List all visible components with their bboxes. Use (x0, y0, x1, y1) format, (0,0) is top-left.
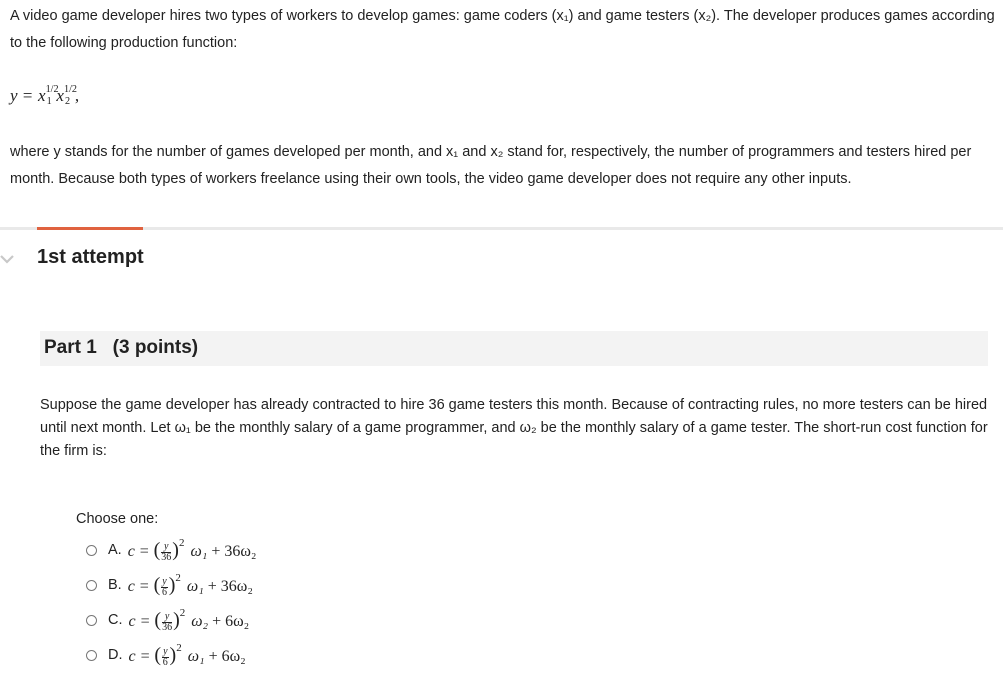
problem-intro (10, 3, 995, 57)
chevron-down-icon[interactable] (0, 252, 14, 266)
production-function: $y = x^{1/2}_1$ $x^{1/2}_2$ , (10, 84, 80, 107)
radio-unchecked-icon[interactable] (86, 580, 97, 591)
option-a[interactable]: A. c = ( $\frac{y}{36}$ )$^2$ ω₁ + 36ω₂ (86, 538, 256, 562)
radio-unchecked-icon[interactable] (86, 615, 97, 626)
attempt-divider (0, 227, 1003, 230)
option-d[interactable]: D. c = ( $\frac{y}{6}$ )$^2$ ω₁ + 6ω₂ (86, 643, 246, 667)
intro-paragraph-2: where y stands for the number of games developed per month, and x₁ and x₂ stand for, respectively, the number of programmers and testers hired per month. Because both types of workers freelance using their own tools, the video game developer does not require any other inputs. (10, 144, 972, 187)
attempt-divider-accent (37, 227, 143, 230)
part-title: Part 1 (3 points) (44, 337, 199, 358)
problem-intro-continued (10, 139, 995, 193)
question-text (40, 394, 990, 463)
option-b[interactable]: B. c = ( $\frac{y}{6}$ )$^2$ ω₁ + 36ω₂ (86, 573, 253, 597)
option-c[interactable]: C. c = ( $\frac{y}{36}$ )$^2$ ω₂ + 6ω₂ (86, 608, 249, 632)
question-paragraph: Suppose the game developer has already contracted to hire 36 game testers this month. Because of contracting rules, no more testers can be hired until next month. Let ω₁ be the monthly salary of a game programmer, and ω₂ be the monthly salary of a game tester. The short-run cost function for the firm is: (40, 397, 988, 459)
radio-unchecked-icon[interactable] (86, 650, 97, 661)
attempt-heading[interactable]: 1st attempt (37, 246, 144, 268)
intro-paragraph-1: A video game developer hires two types of workers to develop games: game coders (x₁) and game testers (x₂). The developer produces games according to the following production function: (10, 8, 995, 51)
choose-one-label: Choose one: (76, 511, 159, 527)
radio-unchecked-icon[interactable] (86, 545, 97, 556)
